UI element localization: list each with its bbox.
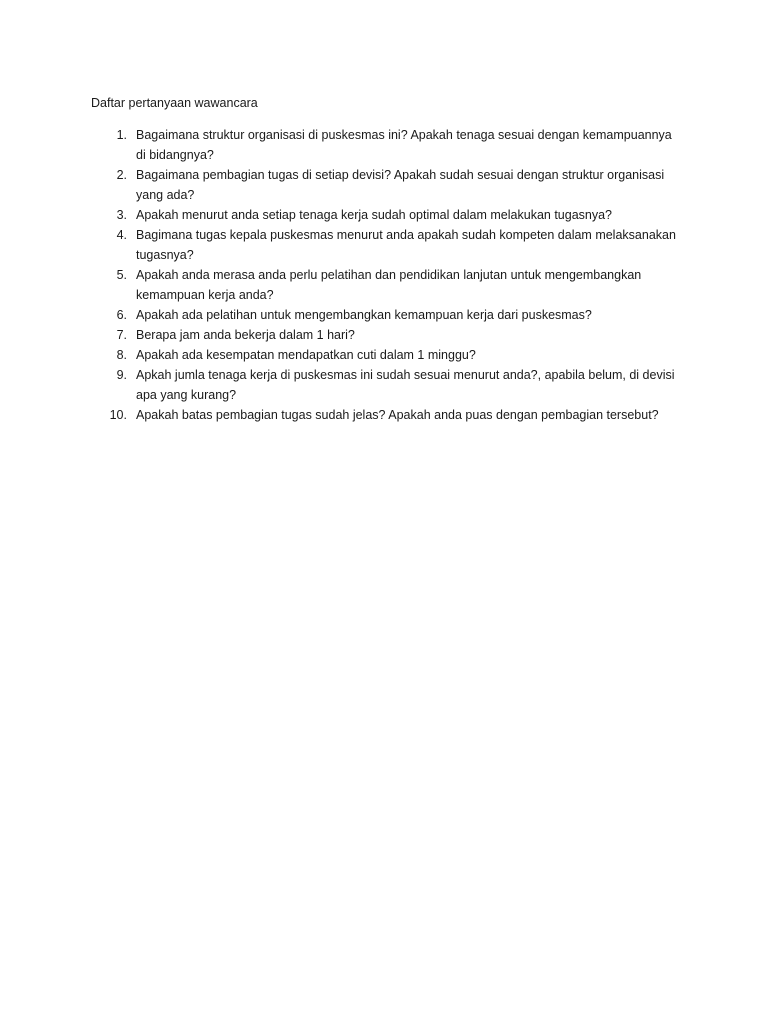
question-item — [91, 125, 691, 165]
question-number: 2. — [116, 168, 127, 182]
question-item — [91, 225, 691, 265]
question-text-line: apa yang kurang? — [136, 388, 237, 402]
question-text-line: Apakah menurut anda setiap tenaga kerja sudah optimal dalam melakukan tugasnya? — [136, 208, 613, 222]
question-number: 3. — [116, 208, 127, 222]
question-number: 7. — [116, 328, 127, 342]
question-item — [91, 205, 691, 225]
question-item — [91, 165, 691, 205]
question-number: 1. — [116, 128, 127, 142]
question-number: 10. — [109, 408, 127, 422]
question-number: 8. — [116, 348, 127, 362]
question-item — [91, 365, 691, 405]
question-text-line: Apakah ada kesempatan mendapatkan cuti dalam 1 minggu? — [136, 348, 476, 362]
question-text-line: Apakah ada pelatihan untuk mengembangkan kemampuan kerja dari puskesmas? — [136, 308, 592, 322]
question-text-line: Apakah anda merasa anda perlu pelatihan dan pendidikan lanjutan untuk mengembangkan — [136, 268, 642, 282]
question-text-line: di bidangnya? — [136, 148, 214, 162]
question-item — [91, 345, 691, 365]
question-text-line: Bagaimana pembagian tugas di setiap devisi? Apakah sudah sesuai dengan struktur organisasi — [136, 168, 665, 182]
question-text-line: Berapa jam anda bekerja dalam 1 hari? — [136, 328, 355, 342]
question-text-line: tugasnya? — [136, 248, 194, 262]
question-text-line: Apkah jumla tenaga kerja di puskesmas ini sudah sesuai menurut anda?, apabila belum, di devisi — [136, 368, 675, 382]
question-number: 5. — [116, 268, 127, 282]
question-item — [91, 265, 691, 305]
question-text-line: yang ada? — [136, 188, 195, 202]
question-text-line: Bagaimana struktur organisasi di puskesmas ini? Apakah tenaga sesuai dengan kemampuannya — [136, 128, 672, 142]
question-number: 6. — [116, 308, 127, 322]
question-number: 4. — [116, 228, 127, 242]
question-list — [91, 125, 691, 425]
question-text-line: Apakah batas pembagian tugas sudah jelas? Apakah anda puas dengan pembagian tersebut? — [136, 408, 659, 422]
question-number: 9. — [116, 368, 127, 382]
question-item — [91, 325, 691, 345]
question-text-line: kemampuan kerja anda? — [136, 288, 274, 302]
document-title: Daftar pertanyaan wawancara — [91, 96, 258, 110]
question-item — [91, 405, 691, 425]
question-text-line: Bagimana tugas kepala puskesmas menurut anda apakah sudah kompeten dalam melaksanakan — [136, 228, 676, 242]
question-item — [91, 305, 691, 325]
